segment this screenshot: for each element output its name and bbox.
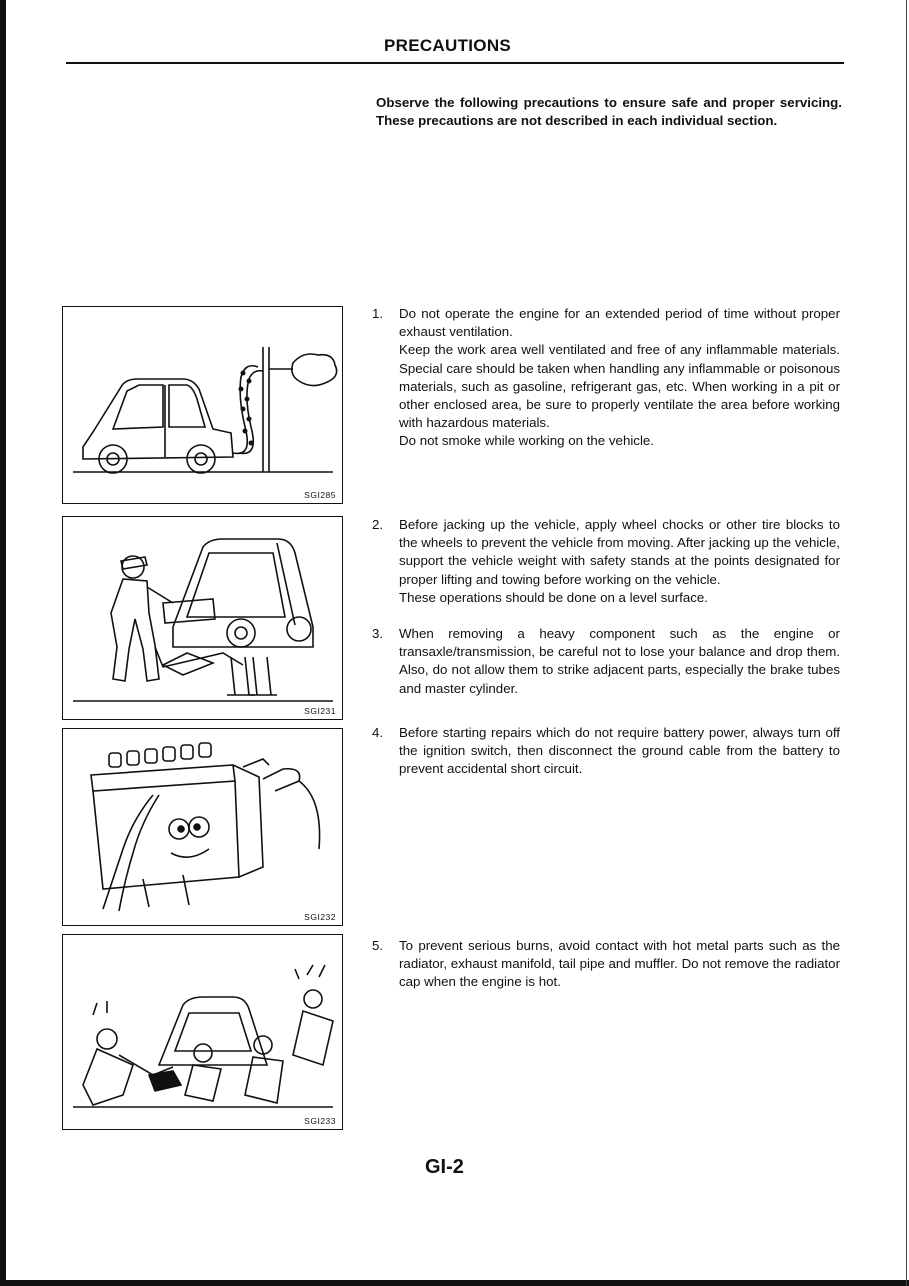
item-body [399,625,840,698]
item-number: 4. [372,725,384,740]
figure-code: SGI232 [304,912,336,922]
page-title: PRECAUTIONS [384,36,512,55]
precaution-item-4 [372,724,840,779]
figure-code: SGI231 [304,706,336,716]
item-paragraph: Keep the work area well ventilated and free of any inflammable materials. Special care should be taken when handling any inflammable or poisonous materials, such as gasoline, refrigerant gas, etc. When working in a pit or other enclosed area, be sure to properly ventilate the area before working with hazardous materials. [399,342,840,431]
precaution-item-1 [372,305,840,451]
item-paragraph: Before starting repairs which do not require battery power, always turn off the ignition switch, then disconnect the ground cable from the battery to prevent accidental short circuit. [399,725,840,777]
precaution-item-5 [372,937,840,992]
car-exhaust-ventilation-illustration [63,307,342,503]
intro-paragraph: Observe the following precautions to ensure safe and proper servicing. These precautions are not described in each individual section. [376,95,842,128]
item-paragraph: To prevent serious burns, avoid contact with hot metal parts such as the radiator, exhaust manifold, tail pipe and muffler. Do not remove the radiator cap when the engine is hot. [399,938,840,990]
item-body [399,516,840,607]
precaution-item-3 [372,625,840,698]
figure-hot-parts-burn [62,934,343,1130]
figure-jacking-vehicle [62,516,343,720]
battery-disconnect-illustration [63,729,342,925]
item-number: 2. [372,517,384,532]
item-paragraph: Before jacking up the vehicle, apply wheel chocks or other tire blocks to the wheels to prevent the vehicle from moving. After jacking up the vehicle, support the vehicle weight with safety stands at the points designated for proper lifting and towing before working on the vehicle. [399,517,840,587]
page-number: GI-2 [425,1156,464,1178]
scan-left-edge [0,0,6,1286]
item-paragraph: Do not operate the engine for an extended period of time without proper exhaust ventilation. [399,306,840,340]
hot-parts-burn-illustration [63,935,342,1129]
jacking-vehicle-illustration [63,517,342,719]
item-body [399,305,840,451]
figure-code: SGI233 [304,1116,336,1126]
item-body [399,724,840,779]
scan-bottom-edge [0,1280,909,1286]
figure-exhaust-ventilation [62,306,343,504]
item-number: 3. [372,626,384,641]
figure-battery-disconnect [62,728,343,926]
item-paragraph: These operations should be done on a level surface. [399,589,708,605]
item-number: 5. [372,938,384,953]
item-paragraph: When removing a heavy component such as the engine or transaxle/transmission, be careful not to lose your balance and drop them. Also, do not allow them to strike adjacent parts, especially the brake tubes and master cylinder. [399,626,840,696]
item-body [399,937,840,992]
scan-right-edge [906,0,907,1286]
title-rule [66,62,844,64]
item-number: 1. [372,306,384,321]
precaution-item-2 [372,516,840,607]
item-paragraph: Do not smoke while working on the vehicle. [399,433,654,449]
figure-code: SGI285 [304,490,336,500]
